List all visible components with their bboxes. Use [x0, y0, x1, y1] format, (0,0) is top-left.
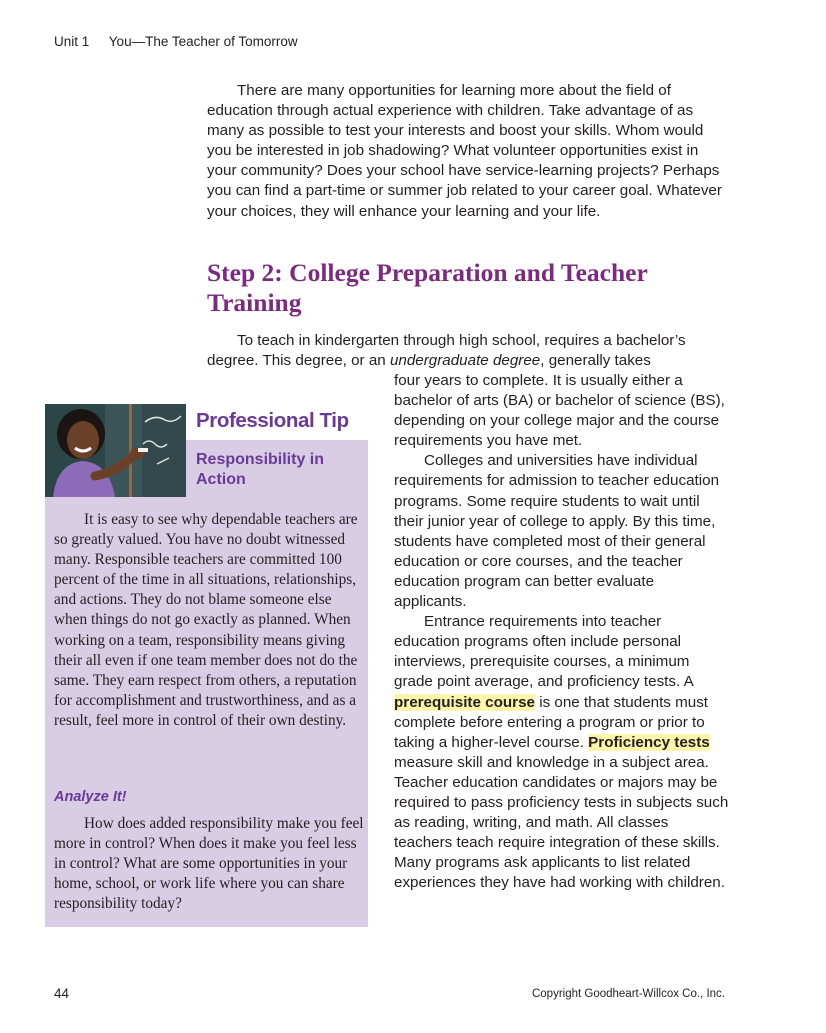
unit-title: You—The Teacher of Tomorrow	[108, 34, 298, 49]
entrance-text-2: is one that students must complete before entering a program or prior to taking a higher-level course.	[394, 693, 709, 751]
key-term-proficiency-tests: Proficiency tests	[588, 733, 710, 751]
step-text-after-term: , generally takes	[540, 352, 651, 370]
tip-title: Professional Tip	[196, 409, 349, 432]
unit-label: Unit 1	[54, 34, 90, 49]
step-paragraph-start	[207, 331, 729, 371]
admission-paragraph: Colleges and universities have individual requirements for admission to teacher education programs. Some require students to wait until their junior year of college to apply. By this time, students have completed most of their general education or core courses, and the teacher education program can better evaluate applicants.	[394, 452, 720, 611]
teacher-photo-graphic	[45, 404, 186, 497]
professional-tip-box	[45, 404, 368, 927]
analyze-body: How does added responsibility make you feel more in control? When does it make you feel less in control? What are some opportunities in your home, school, or work life where you can share responsibility today?	[54, 815, 364, 913]
entrance-text-1: Entrance requirements into teacher education programs often include personal interviews, prerequisite courses, a minimum grade point average, and proficiency tests. A	[394, 613, 693, 691]
step-paragraph-continued: four years to complete. It is usually either a bachelor of arts (BA) or bachelor of science (BS), depending on your college major and the course requirements you have met.	[394, 372, 725, 450]
analyze-heading: Analyze It!	[54, 789, 127, 805]
section-heading: Step 2: College Preparation and Teacher Training	[207, 258, 648, 317]
running-head	[54, 34, 298, 49]
step-text-start: To teach in kindergarten through high school, requires a bachelor’s degree. This degree, or an	[207, 332, 686, 370]
key-term-prerequisite-course: prerequisite course	[394, 693, 535, 711]
entrance-paragraph	[394, 612, 729, 893]
entrance-text-3: measure skill and knowledge in a subject area. Teacher education candidates or majors may be required to pass proficiency tests in subjects such as reading, writing, and math. All classes teachers teach require integration of these skills. Many programs ask applicants to list related experiences they have had working with children.	[394, 753, 729, 892]
undergraduate-degree-term: undergraduate degree	[389, 352, 541, 370]
intro-paragraph: There are many opportunities for learning more about the field of education through actual experience with children. Take advantage of as many as possible to test your interests and boost your skills. Whom would you be interested in job shadowing? What volunteer opportunities exist in your community? Does your school have service-learning projects? Perhaps you can find a part-time or summer job related to your career goal. Whatever your choices, they will enhance your learning and your life.	[207, 82, 722, 220]
copyright: Copyright Goodheart-Willcox Co., Inc.	[531, 988, 725, 1000]
teacher-photo-icon	[45, 404, 186, 497]
tip-body: It is easy to see why dependable teachers are so greatly valued. You have no doubt witnessed many. Responsible teachers are committed 100 percent of the time in all situations, relationships, and actions. They do not blame someone else when things do not go exactly as planned. When working on a team, responsibility means giving their all even if one team member does not do the same. They earn respect from others, a reputation for accomplishment and trustworthiness, and as a result, feel more in control of their own destiny.	[54, 511, 358, 729]
right-column	[394, 371, 729, 893]
tip-subtitle: Responsibility in Action	[196, 451, 325, 488]
page-number: 44	[54, 986, 70, 1001]
